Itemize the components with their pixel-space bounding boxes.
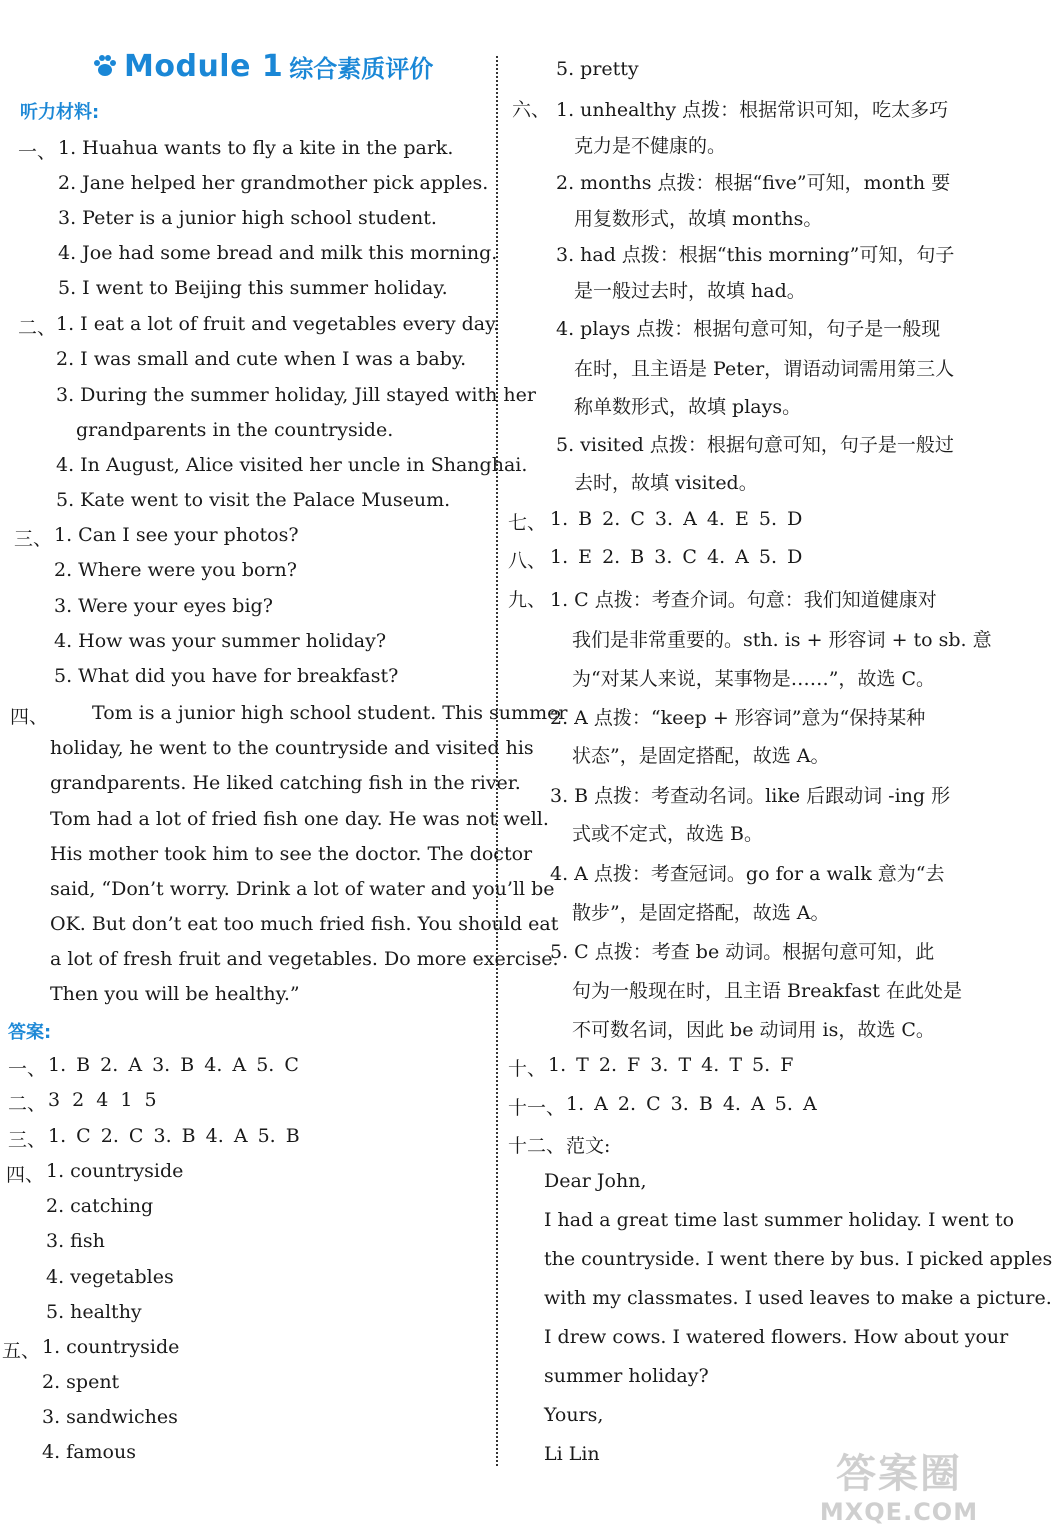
section-6-line: 称单数形式，故填 plays。 [574,396,802,418]
section-9-line: 2. A 点拨：“keep + 形容词”意为“保持某种 [550,707,926,729]
answer-11-number: 十一、 [508,1097,566,1119]
answer-5-number: 五、 [2,1340,41,1362]
section-2-line: 2. I was small and cute when I was a baby. [56,348,467,370]
answer-3-text: 1. C 2. C 3. B 4. A 5. B [48,1125,300,1147]
site-watermark [814,1450,984,1536]
essay-line: Dear John, [544,1170,647,1192]
answer-10-number: 十、 [508,1058,547,1080]
section-9-line: 式或不定式，故选 B。 [572,823,764,845]
answer-10-text: 1. T 2. F 3. T 4. T 5. F [548,1054,794,1076]
answer-4-line: 2. catching [46,1195,154,1217]
answer-11-text: 1. A 2. C 3. B 4. A 5. A [566,1093,817,1115]
section-1-line: 2. Jane helped her grandmother pick apples. [58,172,489,194]
section-2-line: 5. Kate went to visit the Palace Museum. [56,489,451,511]
answer-3-number: 三、 [8,1129,47,1151]
essay-line: Li Lin [544,1443,600,1465]
answer-4-line: 5. healthy [46,1301,142,1323]
section-9-line: 3. B 点拨：考查动名词。like 后跟动词 -ing 形 [550,785,951,807]
answer-5-line: 1. countryside [42,1336,180,1358]
section-3-line: 3. Were your eyes big? [54,595,273,617]
essay-line: with my classmates. I used leaves to make a picture. [544,1287,1052,1309]
answer-8-text: 1. E 2. B 3. C 4. A 5. D [550,546,803,568]
answer-2-text: 3 2 4 1 5 [48,1089,157,1111]
section-4-line: a lot of fresh fruit and vegetables. Do more exercise. [50,948,559,970]
section-4-line: Tom had a lot of fried fish one day. He was not well. [50,808,549,830]
section-2-line: 1. I eat a lot of fruit and vegetables every day. [56,313,500,335]
section-2-number: 二、 [18,317,57,339]
answer-7-number: 七、 [508,512,547,534]
essay-line: summer holiday? [544,1365,709,1387]
page-title [92,46,433,86]
answer-5-continued-line: 5. pretty [556,58,639,80]
essay-line: I had a great time last summer holiday. I went to [544,1209,1015,1231]
answer-1-number: 一、 [8,1058,47,1080]
watermark-top-text: 答案圈 [836,1451,962,1497]
section-9-line: 句为一般现在时，且主语 Breakfast 在此处是 [572,980,962,1002]
section-3-line: 5. What did you have for breakfast? [54,665,399,687]
essay-line: the countryside. I went there by bus. I picked apples [544,1248,1052,1270]
paw-icon [92,53,118,79]
section-6-line: 2. months 点拨：根据“five”可知，month 要 [556,172,951,194]
answer-4-line: 1. countryside [46,1160,184,1182]
answer-4-line: 3. fish [46,1230,105,1252]
answer-2-number: 二、 [8,1093,47,1115]
title-chinese: 综合素质评价 [289,54,434,83]
section-4-line: His mother took him to see the doctor. The doctor [50,843,533,865]
essay-line: I drew cows. I watered flowers. How about your [544,1326,1009,1348]
section-1-line: 3. Peter is a junior high school student. [58,207,437,229]
section-9-line: 1. C 点拨：考查介词。句意：我们知道健康对 [550,589,937,611]
section-4-number: 四、 [10,706,49,728]
section-4-line: holiday, he went to the countryside and visited his [50,737,534,759]
answer-5-line: 3. sandwiches [42,1406,178,1428]
answer-7-text: 1. B 2. C 3. A 4. E 5. D [550,508,803,530]
title-english: Module 1 [124,48,284,84]
section-1-line: 5. I went to Beijing this summer holiday. [58,277,448,299]
section-1-line: 1. Huahua wants to fly a kite in the park. [58,137,454,159]
section-3-line: 2. Where were you born? [54,559,297,581]
section-9-line: 散步”，是固定搭配，故选 A。 [572,902,830,924]
section-4-line: said, “Don’t worry. Drink a lot of water and you’ll be [50,878,555,900]
section-6-line: 克力是不健康的。 [574,135,727,157]
watermark-bottom-text: MXQE.COM [819,1498,979,1526]
section-4-line: Tom is a junior high school student. This summer [92,702,568,724]
section-9-line: 4. A 点拨：考查冠词。go for a walk 意为“去 [550,863,945,885]
section-6-line: 去时，故填 visited。 [574,472,758,494]
section-9-line: 我们是非常重要的。sth. is + 形容词 + to sb. 意 [572,629,992,651]
answers-label: 答案: [8,1022,52,1043]
section-4-line: grandparents. He liked catching fish in the river. [50,772,521,794]
section-6-number: 六、 [512,99,551,121]
section-1-number: 一、 [18,141,57,163]
essay-line: Yours, [544,1404,604,1426]
section-4-line: OK. But don’t eat too much fried fish. You should eat [50,913,559,935]
answer-4-line: 4. vegetables [46,1266,174,1288]
section-6-line: 4. plays 点拨：根据句意可知，句子是一般现 [556,318,941,340]
answer-5-line: 4. famous [42,1441,136,1463]
section-6-line: 3. had 点拨：根据“this morning”可知，句子 [556,244,955,266]
section-3-line: 1. Can I see your photos? [54,524,299,546]
section-9-line: 为“对某人来说，某事物是……”，故选 C。 [572,668,936,690]
section-6-line: 5. visited 点拨：根据句意可知，句子是一般过 [556,434,954,456]
answer-8-number: 八、 [508,550,547,572]
section-4-line: Then you will be healthy.” [50,983,300,1005]
section-3-line: 4. How was your summer holiday? [54,630,387,652]
section-6-line: 1. unhealthy 点拨：根据常识可知，吃太多巧 [556,99,949,121]
answer-4-number: 四、 [6,1164,45,1186]
section-2-line: 4. In August, Alice visited her uncle in Shanghai. [56,454,528,476]
section-3-number: 三、 [14,528,53,550]
section-9-line: 5. C 点拨：考查 be 动词。根据句意可知，此 [550,941,935,963]
section-6-line: 用复数形式，故填 months。 [574,208,823,230]
sample-essay-label: 范文: [566,1135,611,1157]
section-6-line: 在时，且主语是 Peter，谓语动词需用第三人 [574,358,955,380]
section-2-line: 3. During the summer holiday, Jill stayed with her [56,384,536,406]
listening-label: 听力材料: [20,102,100,123]
section-9-line: 不可数名词，因此 be 动词用 is，故选 C。 [572,1019,935,1041]
answer-5-line: 2. spent [42,1371,120,1393]
answer-1-text: 1. B 2. A 3. B 4. A 5. C [48,1054,299,1076]
section-9-line: 状态”，是固定搭配，故选 A。 [572,745,830,767]
column-divider [496,56,498,1466]
section-12-number: 十二、 [508,1135,566,1157]
section-1-line: 4. Joe had some bread and milk this morning. [58,242,498,264]
section-2-line: grandparents in the countryside. [76,419,394,441]
section-6-line: 是一般过去时，故填 had。 [574,280,806,302]
section-9-number: 九、 [508,589,547,611]
